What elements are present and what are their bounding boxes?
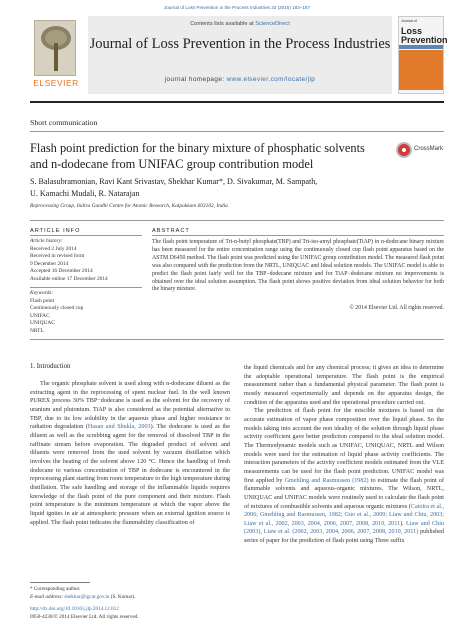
intro-paragraph: the liquid chemicals and for any chemical process; it gives an idea to determine the adoptable operational temperature. The flash point is the empirical measurement rather than a fundamental physical parameter. The flash point is mostly measured experimentally and depends on the apparatus design, the condition of the apparatus used and the operational procedure carried out. — [244, 365, 444, 406]
intro-text: to estimate the flash point of flammable solvents and aqueous-organic mixtures. The Wilson, NRTL, UNIQUAC and UNIFAC models were routinely used to calculate the flash point of mixtures of combustible solvents and aqueous organic mixtures ( — [244, 477, 444, 510]
article-type: Short communication — [30, 118, 98, 127]
journal-cover-thumbnail — [398, 16, 448, 94]
footnote-divider — [30, 582, 90, 583]
intro-paragraph — [244, 407, 444, 546]
abstract-copyright: © 2014 Elsevier Ltd. All rights reserved. — [349, 305, 444, 311]
article-info-heading: ARTICLE INFO — [30, 228, 81, 234]
intro-text: published series of paper for the prediction of flash point using Three suffix — [244, 529, 444, 545]
issn-line: 0950-4230/© 2014 Elsevier Ltd. All rights reserved. — [30, 614, 139, 620]
elsevier-tree-icon — [34, 20, 76, 76]
homepage-prefix: journal homepage: — [164, 76, 227, 83]
email-prefix: E-mail address: — [30, 594, 65, 600]
authors-line-1: S. Balasubramonian, Ravi Kant Srivastav, Shekhar Kumar*, D. Sivakumar, M. Sampath, — [30, 177, 318, 186]
email-suffix: (S. Kumar). — [109, 594, 136, 600]
history-item: Accepted 16 December 2014 — [30, 268, 93, 275]
keyword: Flash point — [30, 297, 55, 304]
citation-link[interactable]: Liaw and Chiu (2003), Liaw et al. (2002, 2003, 2004, 2006, 2007, 2008, 2010, 2011) — [244, 520, 445, 536]
cover-title: Loss Prevention — [401, 26, 448, 45]
elsevier-logo — [30, 18, 82, 92]
publisher-name: ELSEVIER — [33, 78, 79, 88]
journal-citation[interactable]: Journal of Loss Prevention in the Process Industries 33 (2015) 183–187 — [163, 5, 311, 10]
abstract-text: The flash point temperature of Tri-n-butyl phosphate(TBP) and Tri-iso-amyl phosphate(TiAP) in n-dodecane binary mixture has been measured for the entire concentration range using the continuously closed cup flash point apparatus based on the ASTM D6450 method. The flash point was predicted using the UNIFAC group contribution model. The measured flash point was also compared with the prediction from the NRTL, UNIQUAC and Ideal solution models. The UNIFAC model is able to predict the flash point fairly well for the TBP−dodecane mixture and for TiAP−dodecane mixture no improvements is obtained over the ideal solution assumption. The flash point shows positive deviation from ideal solution behavior for both the binary mixture. — [152, 239, 444, 293]
intro-text: ). The dodecane is used as the diluent as well as the scrubbing agent for the removal of dissolved TBP in the raffinate stream before evaporation. The degraded product of solvent and diluents were removed from the used solvent by vacuum distillation which involves the heating of the solvent above 120 °C. Hence the handling of fresh dodecane to various concentration of TBP in dodecane is encountered in the reprocessing plant starting from room temperature to the high temperature during distillation. The safe handling and storage of the inflammable liquids requires knowledge of the flash point of the pure component and their mixture. Flash point temperature is the minimum temperature at which the vapor above the liquid ignites in air at atmospheric pressure when an external ignition source is applied. The flash point indicates the flammability classification of — [30, 424, 230, 526]
history-label: Article history: — [30, 238, 63, 244]
divider — [152, 235, 444, 236]
divider — [30, 287, 142, 288]
article-title: Flash point prediction for the binary mixture of phosphatic solvents and n-dodecane from UNIFAC group contribution model — [30, 141, 365, 171]
keyword: NRTL — [30, 327, 44, 334]
contents-line — [88, 21, 392, 27]
history-item: Received 2 July 2014 — [30, 245, 77, 252]
keyword: Continuously closed cup — [30, 305, 84, 312]
intro-text: The prediction of flash point for the miscible mixtures is based on the accurate estimation of vapor phase composition over the liquid phase. So the models taking into account the non ideality of the solution through liquid phase activity coefficient gave better prediction compared to the ideal solution model. The Thermodynamic models such as UNIFAC, UNIQUAC, NRTL and Wilson models were used for the estimation of liquid phase activity coefficients. The interaction parameters of the activity coefficient models estimated from the VLE measurements can be used for the flash point prediction. UNIFAC model was first applied by — [244, 408, 444, 484]
divider — [30, 339, 444, 340]
author-list — [30, 176, 444, 201]
journal-title: Journal of Loss Prevention in the Process Industries — [89, 36, 391, 52]
cover-small-text: Journal of — [401, 19, 417, 23]
divider — [30, 235, 142, 236]
intro-text: ). — [400, 520, 407, 527]
citation-link[interactable]: Hasan and Shukla, 2003 — [87, 424, 151, 431]
affiliation: Reprocessing Group, Indira Gandhi Centre for Atomic Research, Kalpakkam 603102, India — [30, 203, 228, 209]
contents-prefix: Contents lists available at — [190, 21, 256, 27]
citation-link[interactable]: Gmehling and Rasmussen (1982) — [284, 477, 369, 484]
keyword: UNIQUAC — [30, 320, 55, 327]
corresponding-author: * Corresponding author. — [30, 586, 81, 592]
homepage-line — [88, 76, 392, 83]
homepage-link[interactable]: www.elsevier.com/locate/jlp — [226, 76, 316, 83]
section-heading: 1. Introduction — [30, 363, 71, 370]
keyword: UNIFAC — [30, 312, 50, 319]
authors-line-2: U. Kamachi Mudali, R. Natarajan — [30, 189, 140, 199]
email-link[interactable]: shekhar@igcar.gov.in — [64, 594, 110, 600]
email-line — [30, 594, 135, 600]
intro-text: The organic phosphate solvent is used along with n-dodecane diluent as the extracting agent in the reprocessing of spent nuclear fuel. In the well known PUREX process 30% TBP−dodecane is used as the solvent for the recovery of uranium and plutonium. TiAP is also considered as the potential alternative to TBP, due to its low solubility in the aqueous phase and higher resistance to radiation degradation ( — [30, 381, 230, 431]
history-item: Available online 17 December 2014 — [30, 275, 108, 282]
body-column-right — [244, 364, 444, 546]
abstract-heading: ABSTRACT — [152, 228, 190, 234]
divider — [30, 131, 444, 132]
doi-url[interactable]: http://dx.doi.org/10.1016/j.jlp.2014.12.012 — [30, 606, 119, 612]
citation-link[interactable]: Catoira et al., 2006; Gmehling and Rasmussen, 1982; Guo et al., 2009; Liaw and Chiu, 2003; Liaw et al., 2002, 2003, 2004, 2006, 2007, 2008, 2010, 2011 — [244, 503, 444, 527]
masthead-banner — [88, 16, 392, 94]
journal-masthead — [30, 14, 448, 96]
body-column-left — [30, 380, 230, 527]
crossmark-label: CrossMark — [414, 146, 444, 152]
masthead-divider — [30, 101, 444, 103]
article-history — [30, 238, 142, 284]
crossmark-badge[interactable] — [396, 140, 446, 162]
keywords — [30, 290, 142, 336]
keywords-label: Keywords: — [30, 290, 54, 296]
doi-link[interactable] — [30, 606, 119, 612]
history-item: 9 December 2014 — [30, 260, 69, 267]
crossmark-icon — [396, 142, 412, 158]
history-item: Received in revised form — [30, 253, 85, 260]
divider — [30, 220, 444, 221]
sciencedirect-link[interactable]: ScienceDirect — [255, 21, 290, 27]
intro-paragraph — [30, 380, 230, 527]
